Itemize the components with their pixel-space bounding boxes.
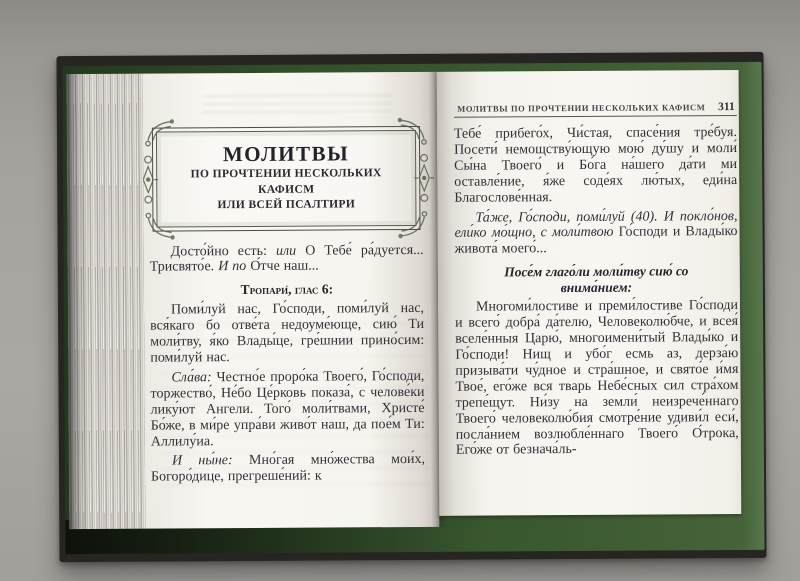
text-segment: Честно́е проро́ка Твоего́, Го́споди, торжество́, Не́бо Це́рковь показа́, с челове́ки лику́ют Ангели. Того́ моли́твами, Христе́ Бо́же, в ми́ре упра́ви живо́т наш, да пое́м Ти: Аллилу́иа. xyxy=(150,368,425,450)
section-title: МОЛИТВЫ xyxy=(222,141,350,167)
running-header xyxy=(454,102,737,118)
right-page xyxy=(437,70,742,516)
book xyxy=(56,52,766,562)
paragraph: Тебе́ прибего́х, Чи́стая, спасе́ния тре́буя. Посети́ немощству́ющую мою́ ду́шу и моли́ Сы́на Твоего́ и Бо́га на́шего да́ти ми оставле́ние, я́же соде́ях лю́тых, еди́на Благослове́нная. xyxy=(453,125,738,206)
text-segment: Го́споди и Влады́ко живота́ моего́... xyxy=(454,224,738,258)
section-subtitle: ИЛИ ВСЕЙ ПСАЛТИРИ xyxy=(217,198,356,212)
text-segment: или xyxy=(275,243,297,259)
corner-flourish-icon xyxy=(398,208,428,238)
running-title: МОЛИТВЫ ПО ПРОЧТЕНИИ НЕСКОЛЬКИХ КАФИСМ xyxy=(457,102,706,114)
left-page-content xyxy=(143,72,440,529)
open-pages xyxy=(67,70,742,529)
text-segment: Мно́гая мно́жества мои́х, Богоро́дице, прегреше́ний: к xyxy=(150,452,425,485)
text-segment: Досто́йно есть: xyxy=(170,243,277,259)
paragraph xyxy=(151,452,425,485)
title-box-inner xyxy=(156,130,417,227)
subheading: Тропари́, глас 6: xyxy=(240,281,334,298)
text-segment: Сла́ва: xyxy=(171,370,212,386)
paragraph: Поми́луй нас, Го́споди, поми́луй нас, вся́каго бо отве́та недоуме́юще, сию́ Ти моли́тву, я́ко Влады́це, гре́шнии прино́сим: поми́луй нас. xyxy=(150,301,425,366)
corner-flourish-icon xyxy=(398,117,428,147)
paragraph xyxy=(150,242,424,275)
text-segment: И ны́не: xyxy=(171,453,233,469)
paragraph xyxy=(150,369,424,450)
rubric-heading: Посе́м глаго́ли моли́тву сию́ со внима́нием: xyxy=(504,263,689,295)
text-segment: И по xyxy=(218,259,247,275)
text-segment: О Тебе́ ра́дуется... Трисвято́е. xyxy=(149,242,424,276)
left-page xyxy=(143,72,440,529)
paragraph xyxy=(454,209,737,258)
corner-flourish-icon xyxy=(144,118,174,148)
page-number: 311 xyxy=(718,101,735,114)
page-edges xyxy=(67,74,146,529)
text-segment: О́тче наш... xyxy=(246,258,319,275)
text-segment: Та́же, Го́споди, поми́луй (40). И покло́нов, ели́ко мо́щно, с моли́твою xyxy=(454,208,738,242)
section-subtitle: ПО ПРОЧТЕНИИ НЕСКОЛЬКИХ КАФИСМ xyxy=(190,167,382,196)
paragraph: Многоми́лостиве и преми́лостиве Го́споди и всего́ добра́ да́телю, Человеколю́бче, и всея́ вселе́нныя Царю́, многоимени́тый Влады́ко и Го́споди! Нищ и убо́г есмь аз, дерза́ю призыва́ти чу́дное и стра́шное, и свято́е и́мя Твое́, его́же вся тварь Небе́сных сил стра́хом трепе́щут. Ни́зу на земли́ неизрече́ннаго Твоего́ человеколю́бия смотре́ние удиви́л еси́, посла́нием возлюбле́ннаго Твоего́ О́трока, Его́же от безнача́ль- xyxy=(455,298,739,459)
side-flourish-icon xyxy=(143,152,159,206)
right-page-content xyxy=(437,70,742,516)
title-box xyxy=(152,126,421,231)
corner-flourish-icon xyxy=(144,210,174,240)
